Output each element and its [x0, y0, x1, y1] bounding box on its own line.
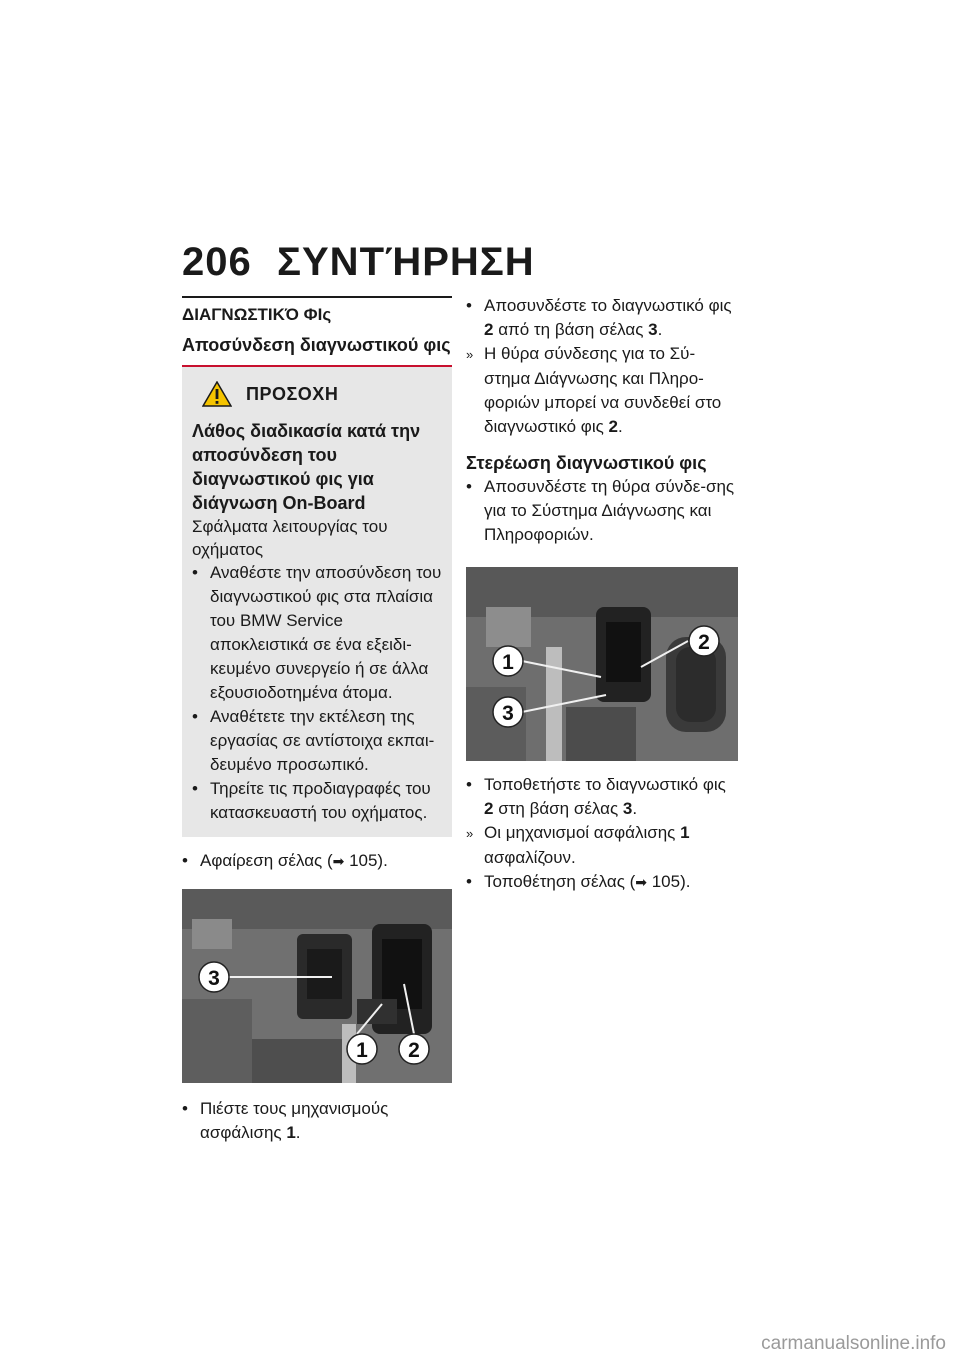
- sub-heading: Αποσύνδεση διαγνωστικού φις: [182, 335, 451, 355]
- step-disconnect-plug: • Αποσυνδέστε το διαγνωστικό φις 2 από τη βάση σέλας 3.: [466, 296, 732, 339]
- photo-callout: 3: [208, 967, 220, 990]
- step-install-seat: • Τοποθέτηση σέλας (➡ 105).: [466, 872, 691, 891]
- warning-bullet: • Αναθέτετε την εκτέλεση της εργασίας σε αντίστοιχα εκπαι-δευμένο προσωπικό.: [192, 707, 435, 774]
- step-install-plug: • Τοποθετήστε το διαγνωστικό φις 2 στη βάση σέλας 3.: [466, 775, 726, 818]
- warning-triangle-icon: [202, 381, 232, 407]
- photo-callout: 3: [502, 702, 514, 725]
- right-column: [466, 294, 738, 894]
- warning-bullet: • Αναθέστε την αποσύνδεση του διαγνωστικού φις στα πλαίσια του BMW Service αποκλειστικά σε ένα εξειδι-κευμένο συνεργείο ή σε άλλα εξουσιοδοτημένα άτομα.: [192, 563, 442, 702]
- left-column: [182, 296, 452, 1145]
- diagnostic-plug-mounting-photo: [466, 567, 738, 761]
- warning-header: [202, 381, 442, 407]
- watermark: carmanualsonline.info: [761, 1333, 946, 1354]
- photo-callout: 1: [502, 651, 514, 674]
- diagnostic-plug-photo: [182, 889, 452, 1083]
- page-reference-arrow-icon[interactable]: ➡: [332, 853, 345, 869]
- photo-callout: 2: [698, 631, 710, 654]
- photo-callout: 1: [356, 1039, 368, 1062]
- result-latches-engage: » Οι μηχανισμοί ασφάλισης 1 ασφαλίζουν.: [466, 823, 690, 867]
- warning-text: Σφάλματα λειτουργίας του οχήματος: [192, 517, 388, 559]
- warning-box: [182, 367, 452, 837]
- step-disconnect-port: • Αποσυνδέστε τη θύρα σύνδε-σης για το Σύστημα Διάγνωσης και Πληροφοριών.: [466, 477, 735, 544]
- section-heading: ΔΙΑΓΝΩΣΤΙΚΌ ΦΙς: [182, 296, 452, 326]
- page-reference-arrow-icon[interactable]: ➡: [635, 874, 647, 890]
- page-number: 206: [182, 240, 252, 284]
- warning-label: ΠΡΟΣΟΧΗ: [246, 383, 339, 404]
- step-remove-seat: • Αφαίρεση σέλας (➡ 105).: [182, 851, 388, 870]
- chapter-title: ΣΥΝΤΉΡΗΣΗ: [277, 240, 535, 284]
- step-press-latches: • Πιέστε τους μηχανισμούς ασφάλισης 1.: [182, 1099, 389, 1142]
- warning-title: Λάθος διαδικασία κατά την αποσύνδεση του διαγνωστικού φις για διάγνωση On-Board: [192, 421, 421, 513]
- sub-heading-fasten: Στερέωση διαγνωστικού φις: [466, 453, 707, 473]
- result-connect-port: » Η θύρα σύνδεσης για το Σύ-στημα Διάγνωσης και Πληρο-φοριών μπορεί να συνδεθεί στο διαγνωστικό φις 2.: [466, 344, 722, 436]
- photo-callout: 2: [408, 1039, 420, 1062]
- warning-bullet: • Τηρείτε τις προδιαγραφές του κατασκευαστή του οχήματος.: [192, 779, 431, 822]
